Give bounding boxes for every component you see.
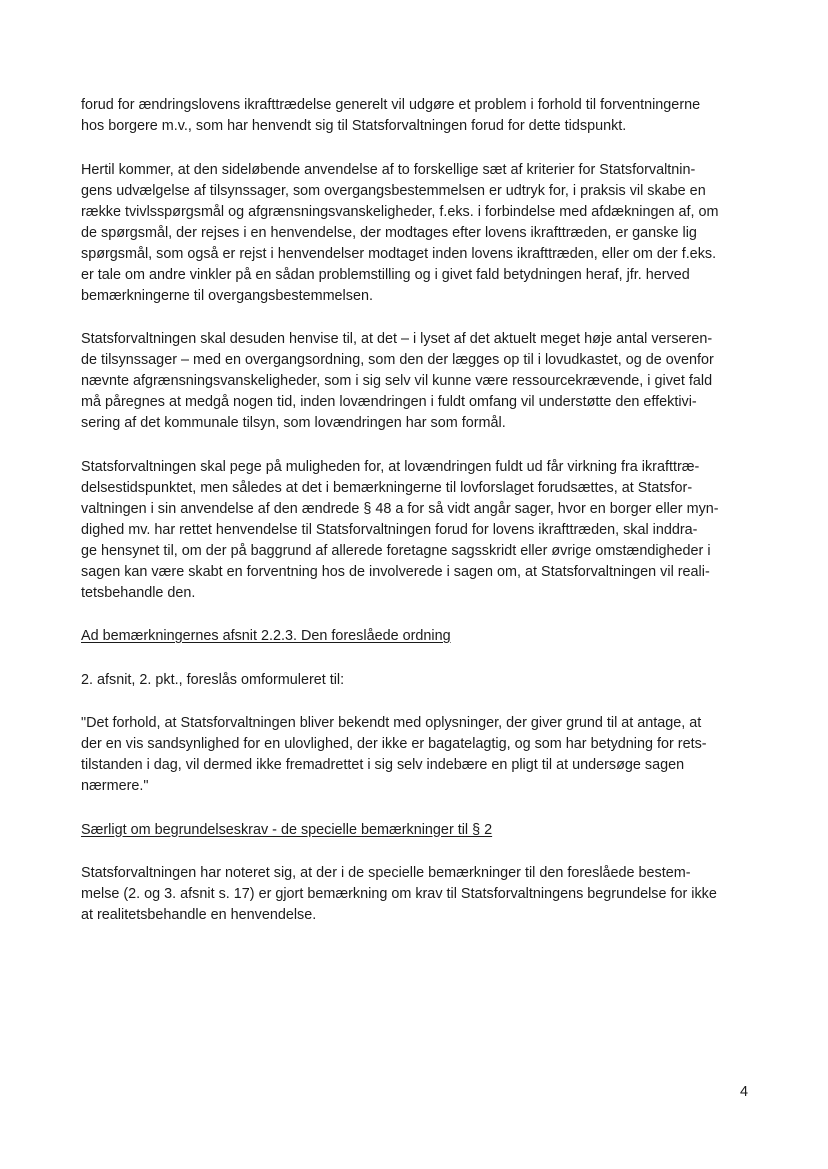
text-line: "Det forhold, at Statsforvaltningen bliver bekendt med oplysninger, der giver grund til at antage, at — [81, 715, 702, 731]
text-line: 2. afsnit, 2. pkt., foreslås omformuleret til: — [81, 671, 345, 688]
text-line: nærmere." — [81, 778, 149, 794]
text-line: Hertil kommer, at den sideløbende anvendelse af to forskellige sæt af kriterier for Statsforvaltnin- — [81, 161, 696, 178]
section-heading — [81, 820, 761, 841]
text-line: gens udvælgelse af tilsynssager, som overgangsbestemmelsen er udtryk for, i praksis vil skabe en — [81, 182, 706, 199]
text-line: de tilsynssager – med en overgangsordning, som den der lægges op til i lovudkastet, og de ovenfor — [81, 352, 714, 368]
paragraph — [81, 457, 761, 604]
text-line: sagen kan være skabt en forventning hos de involverede i sagen om, at Statsforvaltningen vil reali- — [81, 563, 710, 580]
text-line: melse (2. og 3. afsnit s. 17) er gjort bemærkning om krav til Statsforvaltningens begrundelse for ikke — [81, 886, 717, 902]
paragraph — [81, 95, 761, 137]
section-heading — [81, 626, 761, 647]
text-line: Statsforvaltningen skal desuden henvise til, at det – i lyset af det aktuelt meget høje antal verseren- — [81, 331, 713, 347]
text-line: må påregnes at medgå nogen tid, inden lovændringen i fuldt omfang vil understøtte den effektivi- — [81, 394, 697, 410]
text-line: hos borgere m.v., som har henvendt sig til Statsforvaltningen forud for dette tidspunkt. — [81, 118, 627, 134]
text-line: valtningen i sin anvendelse af den ændrede § 48 a for så vidt angår sager, hvor en borger eller myn- — [81, 500, 719, 517]
text-line: forud for ændringslovens ikrafttrædelse generelt vil udgøre et problem i forhold til forventningerne — [81, 97, 701, 113]
text-line: ge hensynet til, om der på baggrund af allerede foretagne sagsskridt eller øvrige omstændigheder i — [81, 542, 711, 559]
text-line: tilstanden i dag, vil dermed ikke fremadrettet i sig selv indebære en pligt til at undersøge sagen — [81, 757, 685, 773]
paragraph — [81, 670, 761, 691]
text-line: nævnte afgrænsningsvanskeligheder, som i sig selv vil kunne være ressourcekrævende, i givet fald — [81, 373, 713, 389]
document-page — [81, 95, 761, 949]
text-line: der en vis sandsynlighed for en ulovlighed, der ikke er bagatelagtig, og som har betydning for rets- — [81, 736, 707, 752]
text-line: delsestidspunktet, men således at det i bemærkningerne til lovforslaget forudsættes, at Statsfor- — [81, 479, 693, 496]
text-line: er tale om andre vinkler på en sådan problemstilling og i givet fald betydningen heraf, jfr. herved — [81, 266, 690, 283]
paragraph — [81, 329, 761, 434]
text-line: de spørgsmål, der rejses i en henvendelse, der modtages efter lovens ikrafttræden, er ganske lig — [81, 224, 697, 241]
text-line: tetsbehandle den. — [81, 584, 196, 601]
text-line: Særligt om begrundelseskrav - de specielle bemærkninger til § 2 — [81, 821, 493, 838]
text-line: sering af det kommunale tilsyn, som lovændringen har som formål. — [81, 415, 506, 431]
paragraph — [81, 863, 761, 926]
text-line: spørgsmål, som også er rejst i henvendelser modtaget inden lovens ikrafttræden, eller om der f.eks. — [81, 245, 717, 262]
text-line: række tvivlsspørgsmål og afgrænsningsvanskeligheder, f.eks. i forbindelse med afdækningen af, om — [81, 203, 719, 220]
text-line: dighed mv. har rettet henvendelse til Statsforvaltningen forud for lovens ikrafttræden, skal inddra- — [81, 521, 698, 538]
page-number: 4 — [740, 1084, 749, 1100]
paragraph — [81, 160, 761, 307]
paragraph — [81, 713, 761, 797]
text-line: at realitetsbehandle en henvendelse. — [81, 907, 317, 923]
text-line: bemærkningerne til overgangsbestemmelsen. — [81, 287, 373, 304]
text-line: Ad bemærkningernes afsnit 2.2.3. Den foreslåede ordning — [81, 628, 451, 644]
text-line: Statsforvaltningen skal pege på muligheden for, at lovændringen fuldt ud får virkning fra ikrafttræ- — [81, 458, 700, 475]
text-line: Statsforvaltningen har noteret sig, at der i de specielle bemærkninger til den foreslåede bestem- — [81, 865, 691, 881]
